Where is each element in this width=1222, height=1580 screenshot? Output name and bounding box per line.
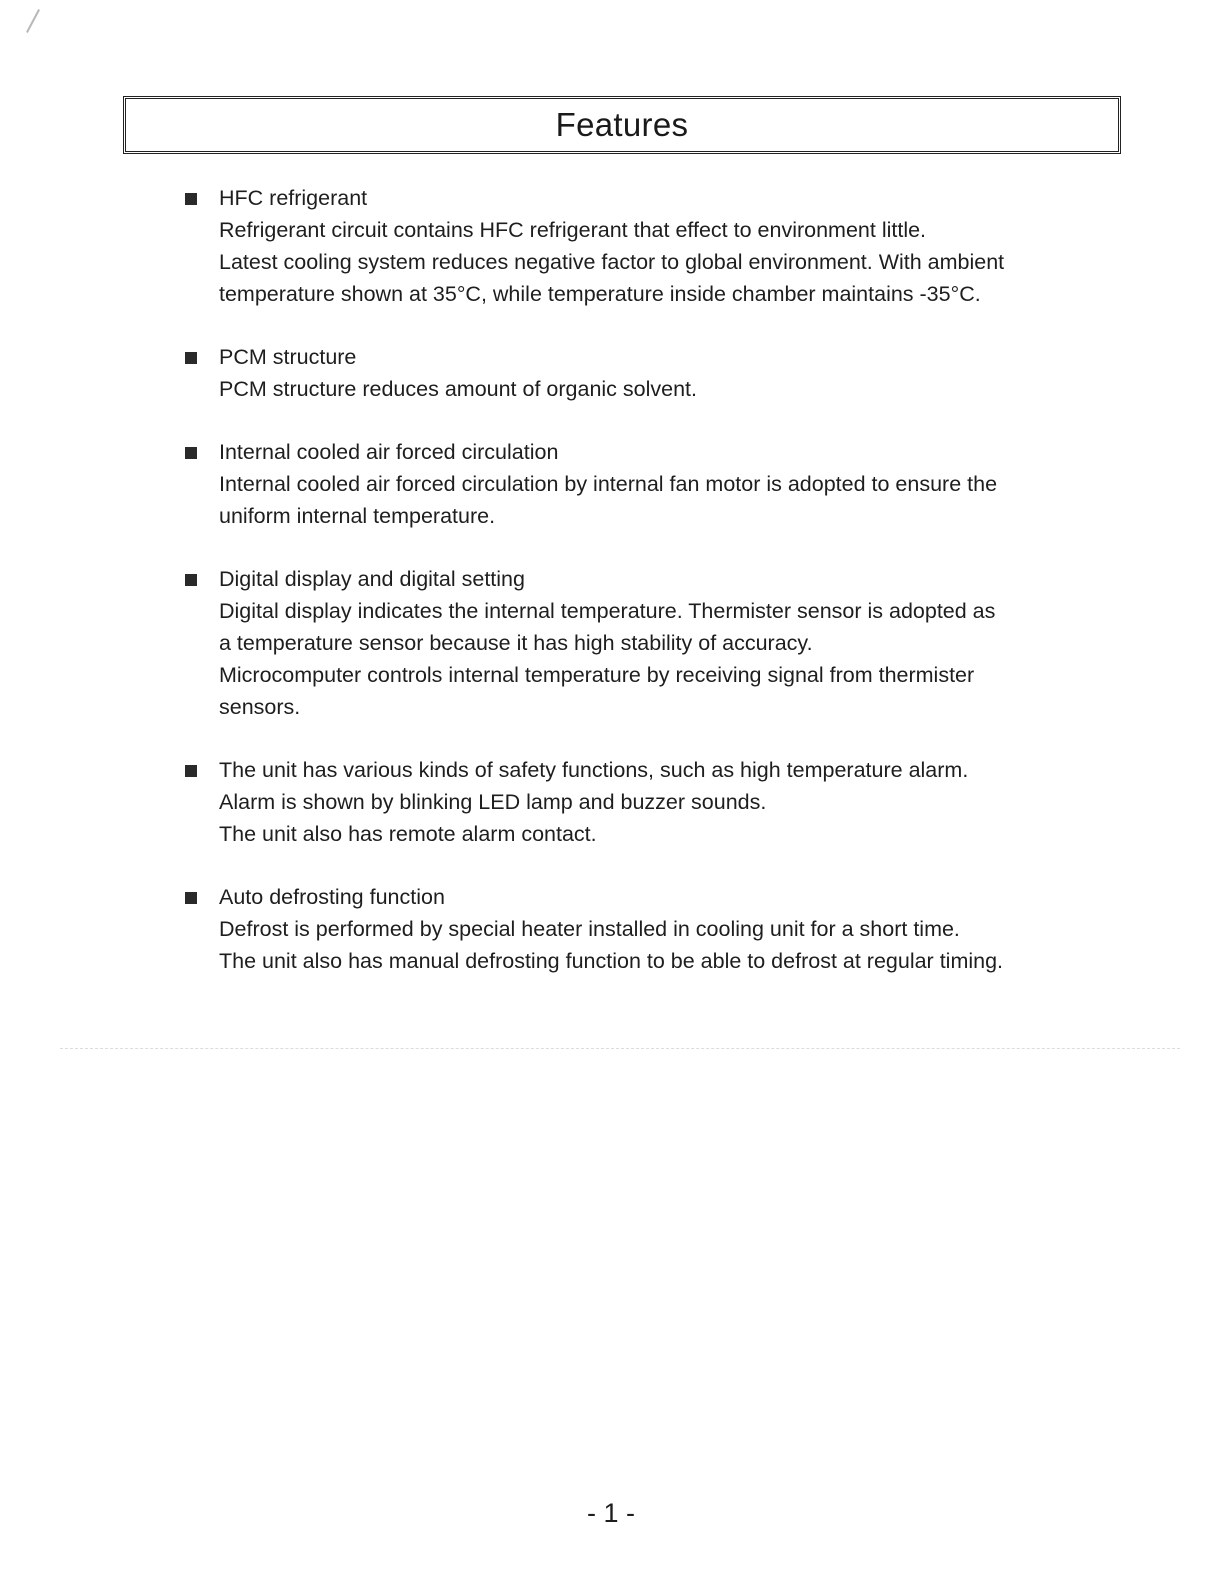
feature-heading: The unit has various kinds of safety functions, such as high temperature alarm. <box>219 758 969 782</box>
square-bullet-icon <box>185 193 197 205</box>
feature-heading: Digital display and digital setting <box>219 567 525 591</box>
feature-text-line: Digital display indicates the internal temperature. Thermister sensor is adopted as <box>219 599 996 623</box>
scan-artifact-line <box>60 1048 1180 1049</box>
feature-text-line: Refrigerant circuit contains HFC refrigerant that effect to environment little. <box>219 218 927 242</box>
feature-text-line: sensors. <box>219 695 301 719</box>
feature-heading: HFC refrigerant <box>219 186 368 210</box>
square-bullet-icon <box>185 352 197 364</box>
feature-text-line: Internal cooled air forced circulation by internal fan motor is adopted to ensure the <box>219 472 998 496</box>
scan-artifact-mark <box>26 9 40 33</box>
feature-item <box>183 341 1103 405</box>
feature-text-line: The unit also has manual defrosting function to be able to defrost at regular timing. <box>219 949 1004 973</box>
feature-item <box>183 754 1103 850</box>
feature-text-line: Defrost is performed by special heater installed in cooling unit for a short time. <box>219 917 960 941</box>
feature-text-line: Microcomputer controls internal temperature by receiving signal from thermister <box>219 663 975 687</box>
square-bullet-icon <box>185 765 197 777</box>
title-box <box>123 96 1121 154</box>
feature-heading: Internal cooled air forced circulation <box>219 440 559 464</box>
feature-item <box>183 563 1103 723</box>
feature-text-line: Latest cooling system reduces negative factor to global environment. With ambient <box>219 250 1005 274</box>
feature-text-line: a temperature sensor because it has high stability of accuracy. <box>219 631 813 655</box>
square-bullet-icon <box>185 574 197 586</box>
square-bullet-icon <box>185 892 197 904</box>
page-number: - 1 - <box>586 1498 635 1528</box>
feature-item <box>183 182 1103 310</box>
feature-text-line: The unit also has remote alarm contact. <box>219 822 597 846</box>
feature-text-line: Alarm is shown by blinking LED lamp and buzzer sounds. <box>219 790 767 814</box>
feature-heading: PCM structure <box>219 345 357 369</box>
feature-text-line: uniform internal temperature. <box>219 504 496 528</box>
feature-item <box>183 881 1103 977</box>
feature-text-line: temperature shown at 35°C, while temperature inside chamber maintains -35°C. <box>219 282 981 306</box>
feature-text-line: PCM structure reduces amount of organic solvent. <box>219 377 697 401</box>
feature-item <box>183 436 1103 532</box>
feature-heading: Auto defrosting function <box>219 885 445 909</box>
feature-list <box>183 182 1103 1008</box>
square-bullet-icon <box>185 447 197 459</box>
page-title: Features <box>555 106 689 143</box>
